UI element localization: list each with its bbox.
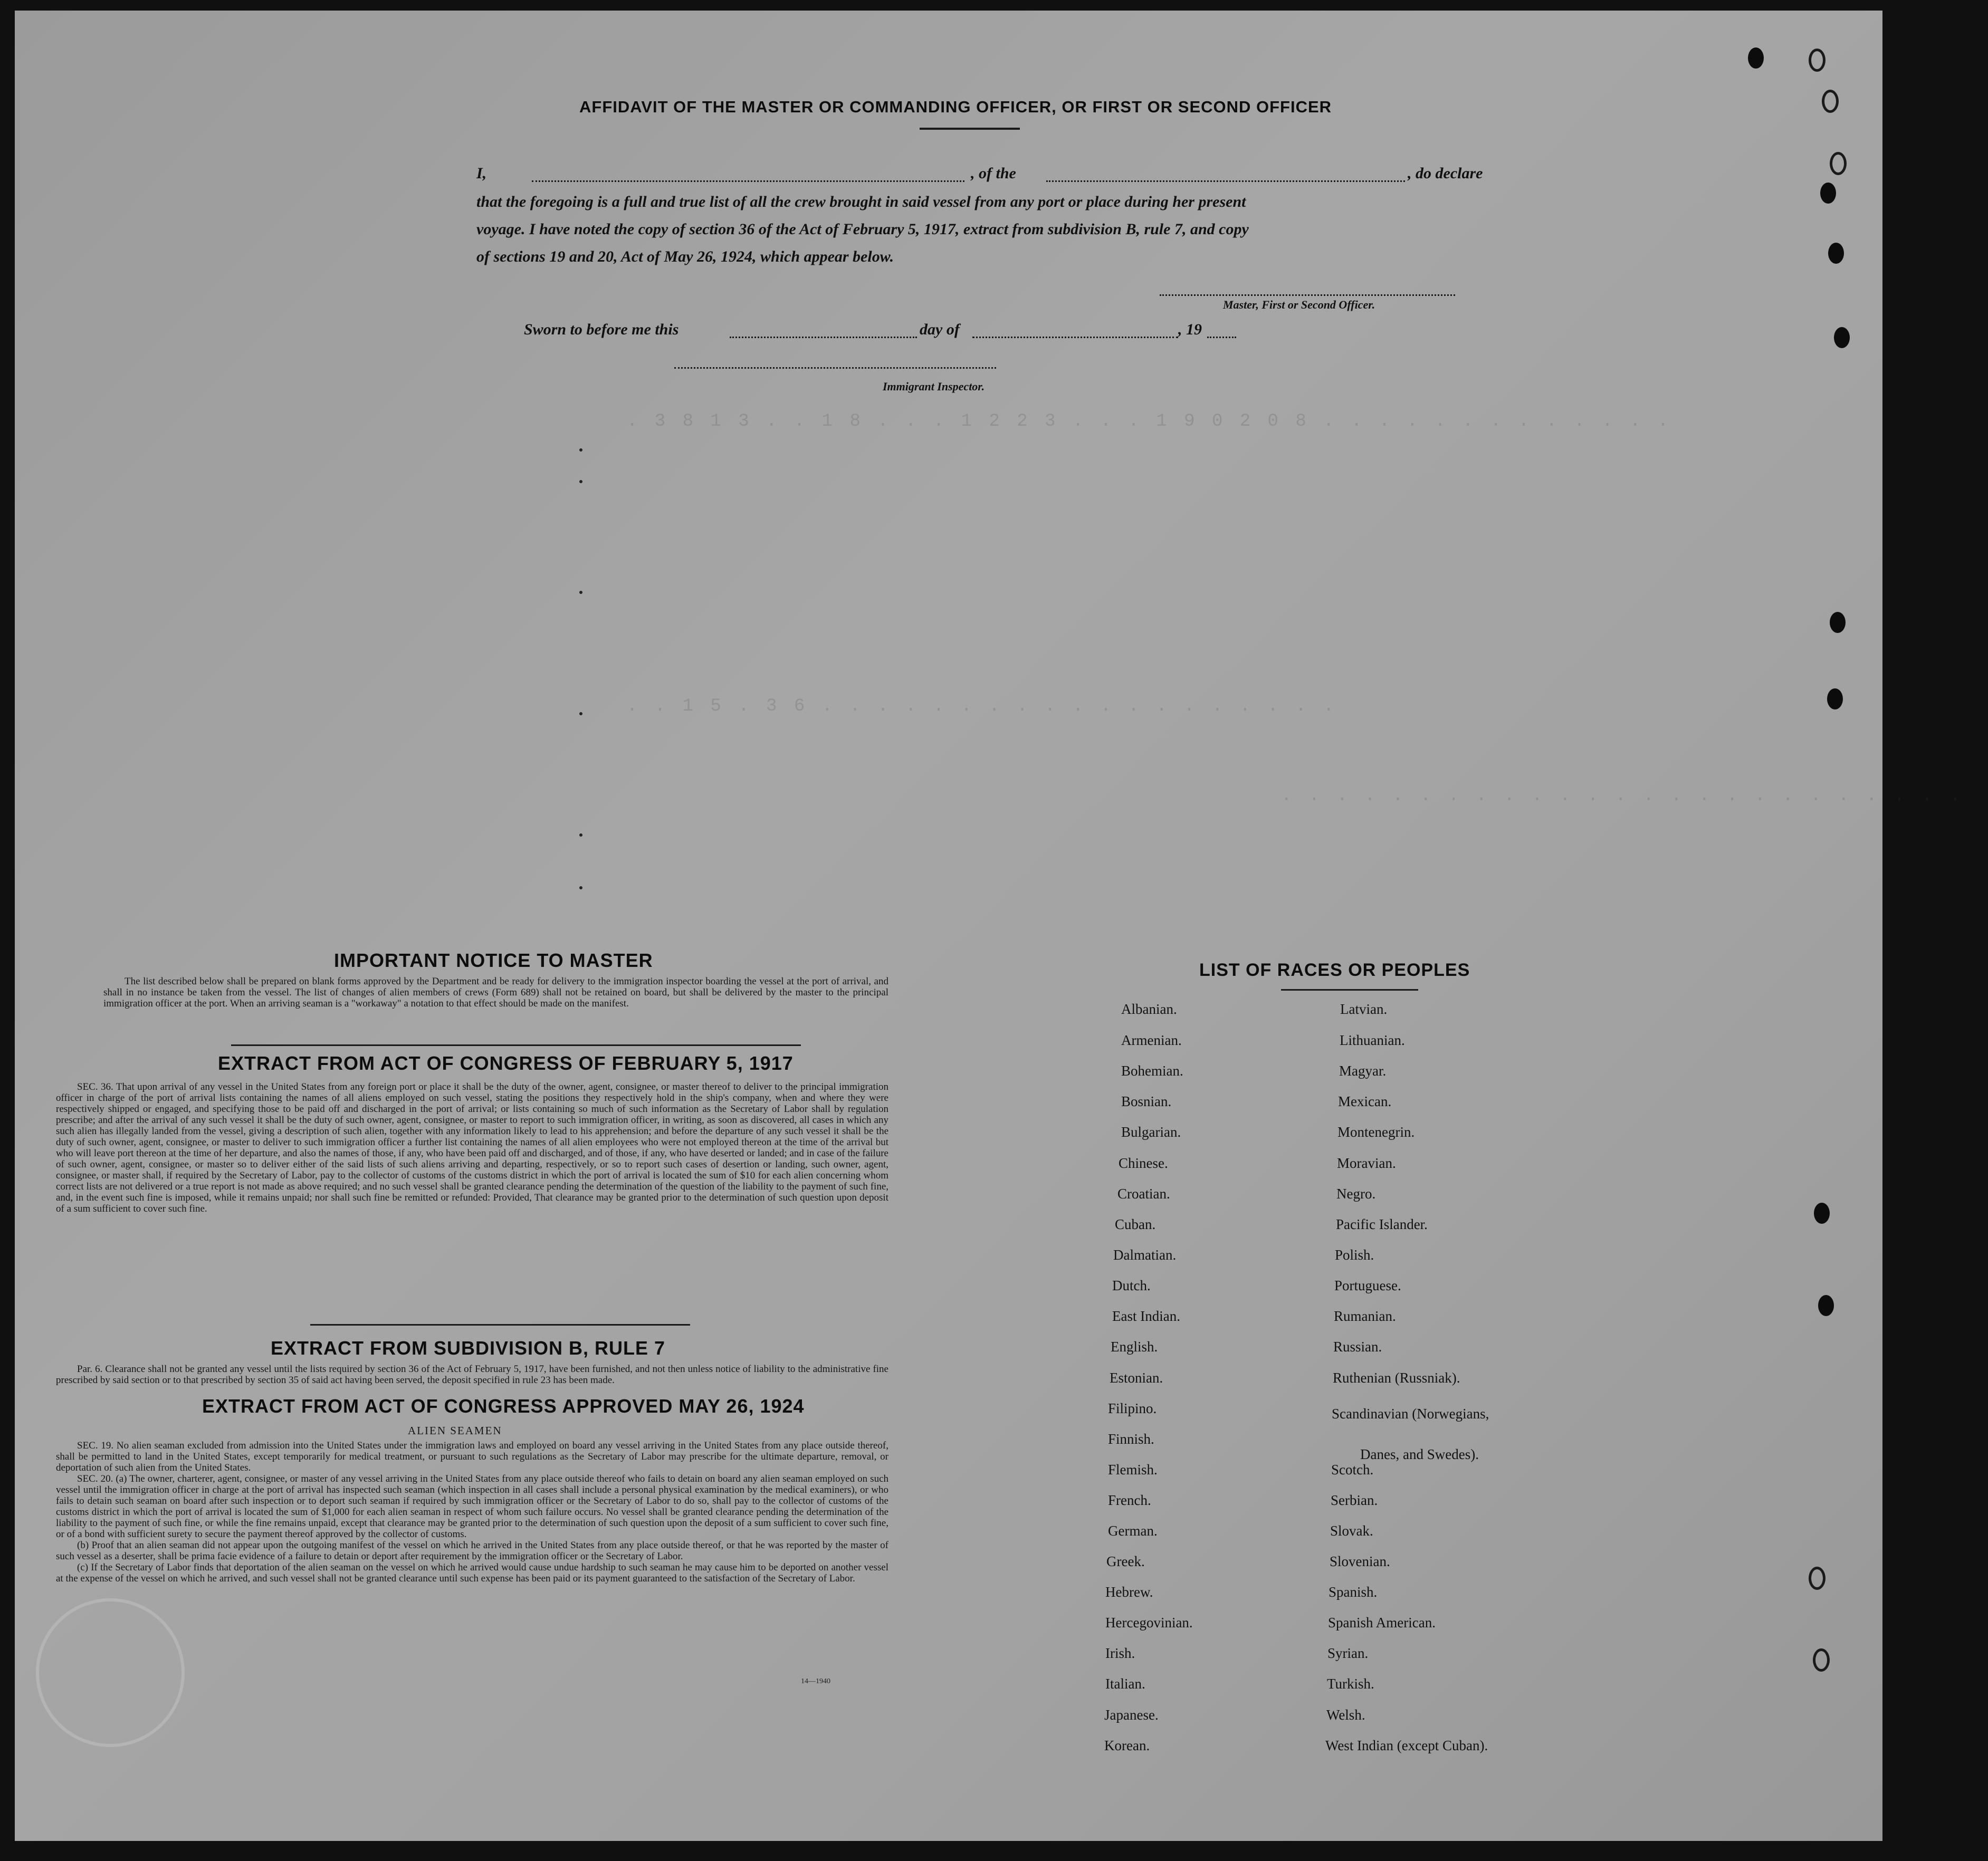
race-right-item: Rumanian.: [1334, 1308, 1396, 1324]
sworn-prefix: Sworn to before me this: [524, 321, 679, 338]
punch-hole: [1830, 612, 1846, 633]
section-36-paragraph: SEC. 36. That upon arrival of any vessel in the United States from any foreign port or place it shall be the duty of the owner, agent, consignee, or master thereof to deliver to the principal immigration officer in charge of the port of arrival lists containing the names of all aliens employed on such vessel, stating the positions they respectively hold in the ship's company, when and where they were respectively shipped or engaged, and specifying those to be paid off and discharged in the port of arrival; or lists containing so much of such information as the Secretary of Labor shall by regulation prescribe; and after the arrival of any such vessel it shall be the duty of such owner, agent, consignee, or master to report to such immigration officer, in writing, as soon as discovered, all cases in which any such alien has illegally landed from the vessel, giving a description of such alien, together with any information likely to lead to his apprehension; and before the departure of any such vessel it shall be the duty of such owner, agent, consignee, or master to deliver to such immigration officer a further list containing the names of all alien employees who were not employed thereon at the time of the arrival but who will leave port thereon at the time of her departure, and also the names of those, if any, who have been paid off and discharged, and of those, if any, who have deserted or landed; and in case of the failure of such owner, agent, consignee, or master so to deliver either of the said lists of such aliens arriving and departing, respectively, or so to report such cases of desertion or landing, such owner, agent, consignee, or master shall, if required by the Secretary of Labor, pay to the collector of customs of the customs district in which the port of arrival is located the sum of $10 for each alien concerning whom correct lists are not delivered or a true report is not made as above required; and no such vessel shall be granted clearance pending the determination of the question of the liability to the payment of such fine, and, in the event such fine is imposed, while it remains unpaid; nor shall such fine be remitted or refunded: Provided, That clearance may be granted prior to the determination of such question upon deposit of a sum sufficient to cover such fine.: [56, 1081, 888, 1214]
extract-1924-text: [56, 1440, 888, 1584]
form-number: 14—1940: [801, 1677, 830, 1685]
extract-1917-title: EXTRACT FROM ACT OF CONGRESS OF FEBRUARY 5, 1917: [218, 1052, 794, 1074]
bleed-dot: [579, 886, 582, 889]
extract-1917-text: [56, 1081, 888, 1214]
affidavit-vessel-blank: [1046, 180, 1405, 182]
section-20b-paragraph: (b) Proof that an alien seaman did not appear upon the outgoing manifest of the vessel on which he arrived in the United States from any place outside thereof, or that he was reported by the master of such vessel as a deserter, shall be prima facie evidence of a failure to detain or deport after requirement by the immigration officer or the Secretary of Labor.: [56, 1540, 888, 1562]
punch-hole: [1818, 1295, 1834, 1316]
punch-hole: [1834, 327, 1850, 348]
race-right-item: Montenegrin.: [1337, 1124, 1415, 1140]
extract-1917-rule: [231, 1044, 801, 1046]
document-sheet: [15, 11, 1964, 1841]
race-left-item: Bohemian.: [1121, 1063, 1183, 1079]
extract-rule7-rule: [310, 1324, 690, 1326]
punch-hole: [1827, 688, 1843, 709]
affidavit-title: AFFIDAVIT OF THE MASTER OR COMMANDING OFFICER, OR FIRST OR SECOND OFFICER: [579, 98, 1332, 116]
race-left-item: Hercegovinian.: [1105, 1615, 1193, 1630]
extract-1924-title: EXTRACT FROM ACT OF CONGRESS APPROVED MAY 26, 1924: [202, 1395, 805, 1417]
race-left-item: Estonian.: [1110, 1370, 1163, 1386]
race-right-item: West Indian (except Cuban).: [1325, 1738, 1488, 1753]
inspector-signature-line: [674, 367, 996, 369]
race-right-item: Slovak.: [1330, 1523, 1373, 1539]
race-right-item: Russian.: [1333, 1339, 1382, 1355]
race-right-item: Scotch.: [1331, 1462, 1374, 1478]
affidavit-line2: that the foregoing is a full and true list of all the crew brought in said vessel from any port or place during her present: [476, 193, 1246, 210]
punch-hole: [1822, 90, 1839, 113]
race-left-item: Dalmatian.: [1113, 1247, 1177, 1263]
punch-hole: [1813, 1648, 1830, 1672]
race-right-item: Negro.: [1336, 1186, 1376, 1202]
sworn-year-blank: [1207, 337, 1236, 338]
inspector-label: Immigrant Inspector.: [883, 380, 985, 393]
affidavit-name-blank: [532, 180, 964, 182]
race-right-item: Scandinavian (Norwegians,: [1332, 1406, 1489, 1422]
race-left-item: Bulgarian.: [1121, 1124, 1181, 1140]
race-left-item: Albanian.: [1121, 1001, 1177, 1017]
race-left-item: Irish.: [1105, 1645, 1135, 1661]
punch-hole: [1814, 1203, 1830, 1224]
race-left-item: Filipino.: [1108, 1400, 1157, 1416]
affidavit-line3: voyage. I have noted the copy of section 36 of the Act of February 5, 1917, extract from subdivision B, rule 7, and copy: [476, 220, 1249, 238]
race-left-item: Flemish.: [1108, 1462, 1158, 1478]
bleed-through-text: . . 1 5 . 3 6 . . . . . . . . . . . . . . . . . . .: [627, 696, 1337, 716]
race-right-item: Spanish American.: [1328, 1615, 1436, 1630]
sworn-date-blank: [730, 337, 917, 338]
race-left-item: East Indian.: [1112, 1308, 1180, 1324]
bleed-through-text: . 3 8 1 3 . . 1 8 . . . 1 2 2 3 . . . 1 9 0 2 0 8 . . . . . . . . . . . . .: [627, 411, 1672, 431]
races-title: LIST OF RACES OR PEOPLES: [1199, 960, 1470, 980]
notice-paragraph: The list described below shall be prepared on blank forms approved by the Department and be ready for delivery to the immigration inspector boarding the vessel at the port of arrival, and shall in no instance be taken from the vessel. The list of changes of alien members of crews (Form 689) shall not be retained on board, but shall be delivered by the master to the principal immigration officer at the port. When an arriving seaman is a "workaway" a notation to that effect should be made on the manifest.: [103, 976, 888, 1009]
race-left-item: Greek.: [1106, 1553, 1145, 1569]
master-signature-label: Master, First or Second Officer.: [1223, 298, 1375, 311]
race-right-item: Polish.: [1335, 1247, 1374, 1263]
race-right-item: Ruthenian (Russniak).: [1333, 1370, 1460, 1386]
race-left-item: Bosnian.: [1121, 1093, 1172, 1109]
sworn-day-label: day of: [920, 321, 960, 338]
race-right-item: Turkish.: [1327, 1676, 1374, 1692]
punch-hole: [1830, 152, 1847, 175]
bleed-dot: [579, 480, 582, 483]
race-right-item: Slovenian.: [1330, 1553, 1390, 1569]
extract-rule7-text: [56, 1364, 888, 1386]
race-right-item: Mexican.: [1338, 1093, 1392, 1109]
punch-hole: [1809, 49, 1825, 72]
punch-hole: [1809, 1567, 1825, 1590]
race-right-item: Lithuanian.: [1340, 1032, 1405, 1048]
race-right-item: Portuguese.: [1334, 1278, 1401, 1293]
alien-seamen-subtitle: ALIEN SEAMEN: [408, 1424, 502, 1437]
race-left-item: Finnish.: [1108, 1431, 1154, 1447]
master-signature-line: [1160, 294, 1455, 296]
bleed-dot: [579, 591, 582, 594]
race-left-item: Armenian.: [1121, 1032, 1182, 1048]
bleed-through-text: . . . . . . . . . . . . . . . . . . . . . . . . .: [1281, 786, 1964, 806]
notice-title: IMPORTANT NOTICE TO MASTER: [334, 949, 653, 971]
extract-rule7-title: EXTRACT FROM SUBDIVISION B, RULE 7: [271, 1337, 666, 1359]
race-right-item: Moravian.: [1337, 1155, 1396, 1171]
notice-text: [103, 976, 888, 1009]
race-left-item: Hebrew.: [1105, 1584, 1153, 1600]
race-right-item: Serbian.: [1331, 1492, 1378, 1508]
section-20c-paragraph: (c) If the Secretary of Labor finds that deportation of the alien seaman on the vessel on which he arrived would cause undue hardship to such seaman he may cause him to be deported on another vessel at the expense of the vessel on which he arrived, and such vessel shall not be granted clearance until such expense has been paid or its payment guaranteed to the satisfaction of the Secretary of Labor.: [56, 1562, 888, 1584]
race-right-item: Pacific Islander.: [1336, 1216, 1428, 1232]
race-left-item: French.: [1108, 1492, 1151, 1508]
bleed-dot: [579, 448, 582, 452]
race-left-item: German.: [1108, 1523, 1158, 1539]
punch-hole: [1820, 183, 1836, 204]
race-right-item: Welsh.: [1326, 1707, 1365, 1723]
affidavit-line4: of sections 19 and 20, Act of May 26, 1924, which appear below.: [476, 248, 894, 265]
race-right-item: Magyar.: [1339, 1063, 1387, 1079]
race-right-item: Latvian.: [1340, 1001, 1388, 1017]
affidavit-line1-of: , of the: [971, 165, 1016, 182]
race-left-item: Cuban.: [1115, 1216, 1156, 1232]
race-right-item: Spanish.: [1328, 1584, 1378, 1600]
race-scandinavian-continued: Danes, and Swedes).: [1360, 1446, 1479, 1462]
race-left-item: Japanese.: [1104, 1707, 1159, 1723]
race-left-item: Chinese.: [1119, 1155, 1168, 1171]
bleed-dot: [579, 833, 582, 837]
faded-seal-stamp: [36, 1598, 185, 1747]
section-20a-paragraph: SEC. 20. (a) The owner, charterer, agent, consignee, or master of any vessel arriving in the United States from any place outside thereof who fails to detain on board any alien seaman employed on such vessel until the immigration officer in charge at the port of arrival has inspected such seaman (which inspection in all cases shall include a personal physical examination by the medical examiners), or who fails to detain such seaman on board after such inspection or to deport such seaman if required by such immigration officer or the Secretary of Labor to do so, shall pay to the collector of customs of the customs district in which the port of arrival is located the sum of $1,000 for each alien seaman in respect of whom such failure occurs. No vessel shall be granted clearance pending the determination of the liability to the payment of such fine, or while the fine remains unpaid, except that clearance may be granted prior to the determination of such question upon the deposit of a sum sufficient to cover such fine, or of a bond with sufficient surety to secure the payment thereof approved by the collector of customs.: [56, 1473, 888, 1540]
affidavit-title-rule: [920, 128, 1020, 130]
race-left-item: Italian.: [1105, 1676, 1145, 1692]
section-19-paragraph: SEC. 19. No alien seaman excluded from admission into the United States under the immigration laws and employed on board any vessel arriving in the United States from any place outside thereof, shall be permitted to land in the United States, except temporarily for medical treatment, or pursuant to such regulations as the Secretary of Labor may prescribe for the ultimate departure, removal, or deportation of such alien from the United States.: [56, 1440, 888, 1473]
bleed-dot: [579, 712, 582, 715]
rule7-paragraph: Par. 6. Clearance shall not be granted any vessel until the lists required by section 36 of the Act of February 5, 1917, have been furnished, and not then unless notice of liability to the administrative fine prescribed by said section or to that prescribed by section 35 of said act having been served, the deposit specified in rule 23 has been made.: [56, 1364, 888, 1386]
race-left-item: Korean.: [1104, 1738, 1150, 1753]
affidavit-line1-i: I,: [476, 165, 487, 182]
race-left-item: Croatian.: [1117, 1186, 1170, 1202]
punch-hole: [1748, 47, 1764, 69]
races-title-rule: [1281, 989, 1418, 991]
punch-hole: [1828, 243, 1844, 264]
affidavit-line1-declare: , do declare: [1408, 165, 1483, 182]
race-left-item: English.: [1111, 1339, 1158, 1355]
sworn-year-label: , 19: [1178, 321, 1202, 338]
sworn-month-blank: [972, 337, 1178, 338]
race-right-item: Syrian.: [1327, 1645, 1369, 1661]
race-left-item: Dutch.: [1112, 1278, 1151, 1293]
